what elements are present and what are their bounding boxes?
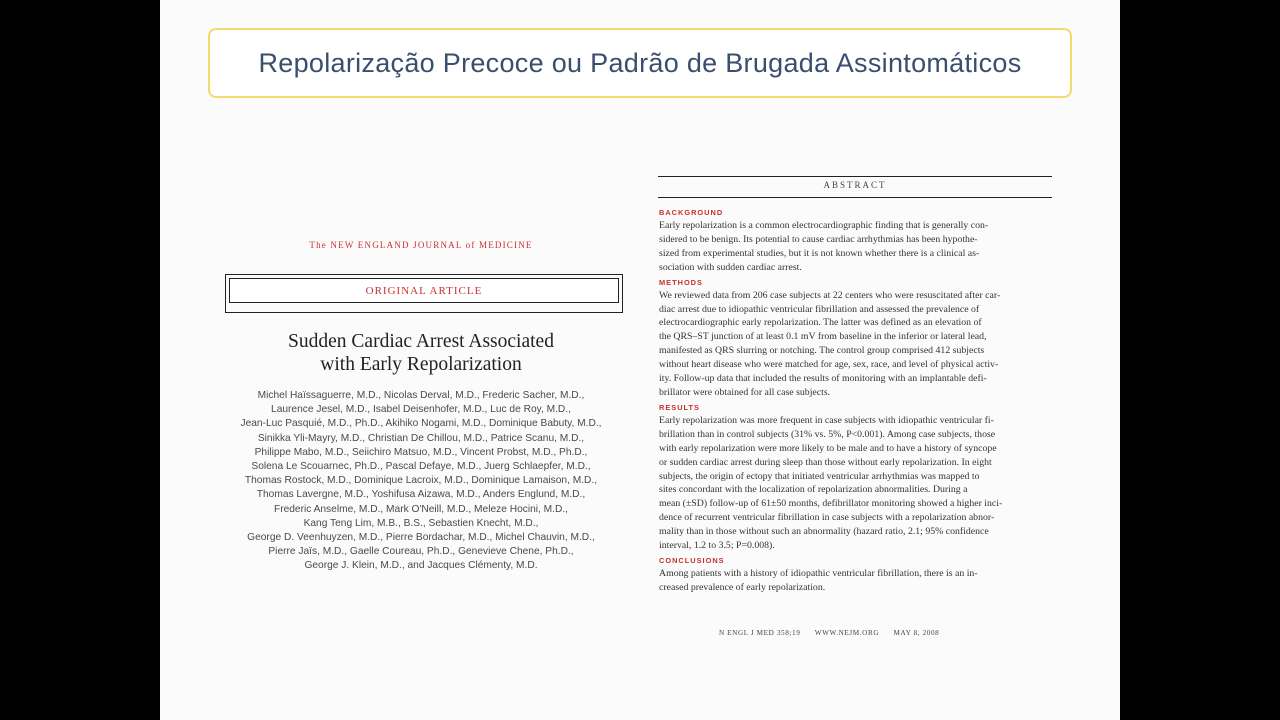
text-line: mality than in those without such an abnormality (hazard ratio, 2.1; 95% confidence	[659, 526, 989, 538]
author-line: Philippe Mabo, M.D., Seiichiro Matsuo, M.D., Vincent Probst, M.D., Ph.D.,	[254, 446, 588, 458]
author-line: Laurence Jesel, M.D., Isabel Deisenhofer, M.D., Luc de Roy, M.D.,	[271, 404, 571, 416]
abstract-top-rule	[658, 176, 1052, 177]
text-line: sites concordant with the localization of repolarization abnormalities. During a	[659, 484, 968, 496]
text-line: creased prevalence of early repolarization.	[659, 581, 826, 593]
section-background-text	[659, 219, 1052, 275]
author-line: Sinikka Yli-Mayry, M.D., Christian De Chillou, M.D., Patrice Scanu, M.D.,	[257, 432, 585, 444]
author-line: Michel Haïssaguerre, M.D., Nicolas Derval, M.D., Frederic Sacher, M.D.,	[257, 390, 585, 401]
author-list	[220, 389, 622, 574]
text-line: or sudden cardiac arrest during sleep than those without early repolarization. In eight	[659, 456, 992, 468]
text-line: Early repolarization was more frequent in case subjects with idiopathic ventricular fi-	[659, 414, 994, 426]
author-line: Frederic Anselme, M.D., Mark O'Neill, M.D., Meleze Hocini, M.D.,	[273, 503, 569, 515]
text-line: sidered to be benign. Its potential to cause cardiac arrhythmias has been hypothe-	[659, 233, 978, 245]
slide	[160, 0, 1120, 720]
text-line: dence of recurrent ventricular fibrillation in case subjects with a repolarization abnor-	[659, 512, 995, 524]
text-line: interval, 1.2 to 3.5; P=0.008).	[659, 540, 775, 552]
article-title	[226, 330, 616, 376]
article-type-box	[225, 274, 623, 313]
abstract-heading-rule	[658, 197, 1052, 198]
author-line: Kang Teng Lim, M.B., B.S., Sebastien Knecht, M.D.,	[303, 517, 539, 529]
abstract-body	[659, 207, 1052, 597]
text-line: subjects, the origin of ectopy that initiated ventricular arrhythmias was mapped to	[659, 470, 980, 482]
footer-citation: N ENGL J MED 358;19	[719, 629, 801, 637]
author-line: Pierre Jaïs, M.D., Gaelle Coureau, Ph.D., Genevieve Chene, Ph.D.,	[268, 546, 574, 558]
text-line: Early repolarization is a common electrocardiographic finding that is generally con-	[659, 220, 989, 231]
footer-date: MAY 8, 2008	[893, 629, 940, 637]
article-type: ORIGINAL ARTICLE	[229, 278, 619, 303]
section-results-text	[659, 414, 1052, 553]
author-line: Thomas Rostock, M.D., Dominique Lacroix, M.D., Dominique Lamaison, M.D.,	[244, 475, 598, 487]
text-line: We reviewed data from 206 case subjects at 22 centers who were resuscitated after car-	[659, 289, 1001, 301]
author-line: George J. Klein, M.D., and Jacques Clémenty, M.D.	[304, 560, 538, 572]
abstract-heading: ABSTRACT	[823, 180, 887, 190]
text-line: sized from experimental studies, but it is not known whether there is a clinical as-	[659, 247, 980, 259]
text-line: brillation than in control subjects (31% vs. 5%, P<0.001). Among case subjects, those	[659, 428, 996, 440]
text-line: ity. Follow-up data that included the results of monitoring with an implantable defi-	[659, 373, 987, 385]
author-line: George D. Veenhuyzen, M.D., Pierre Bordachar, M.D., Michel Chauvin, M.D.,	[247, 532, 595, 544]
text-line: manifested as QRS slurring or notching. The control group comprised 412 subjects	[659, 345, 985, 357]
footer-website: WWW.NEJM.ORG	[814, 629, 880, 637]
text-line: electrocardiographic early repolarization. The latter was defined as an elevation of	[659, 317, 982, 329]
text-line: sociation with sudden cardiac arrest.	[659, 261, 802, 273]
article-title-line: Sudden Cardiac Arrest Associated	[288, 331, 554, 352]
page-footer	[659, 629, 1112, 637]
author-line: Thomas Lavergne, M.D., Yoshifusa Aizawa, M.D., Anders Englund, M.D.,	[256, 489, 586, 501]
text-line: with early repolarization were more likely to be male and to have a history of syncope	[659, 442, 997, 454]
text-line: mean (±SD) follow-up of 61±50 months, defibrillator monitoring showed a higher inci-	[659, 498, 1003, 510]
article-title-line: with Early Repolarization	[320, 354, 522, 375]
text-line: brillator were obtained for all case subjects.	[659, 386, 831, 398]
author-line: Solena Le Scouarnec, Ph.D., Pascal Defaye, M.D., Juerg Schlaepfer, M.D.,	[251, 461, 591, 473]
text-line: the QRS–ST junction of at least 0.1 mV from baseline in the inferior or lateral lead,	[659, 331, 987, 343]
section-conclusions-text	[659, 567, 1052, 595]
slide-title: Repolarização Precoce ou Padrão de Brugada Assintomáticos	[258, 47, 1022, 78]
section-label-conclusions: CONCLUSIONS	[659, 555, 725, 565]
section-label-results: RESULTS	[659, 402, 700, 412]
text-line: without heart disease who were matched for age, sex, race, and level of physical activ-	[659, 359, 999, 371]
journal-name: The NEW ENGLAND JOURNAL of MEDICINE	[309, 240, 533, 250]
text-line: diac arrest due to idiopathic ventricular fibrillation and assessed the prevalence of	[659, 303, 980, 315]
section-methods-text	[659, 289, 1052, 400]
slide-title-box	[208, 28, 1072, 98]
section-label-background: BACKGROUND	[659, 208, 724, 217]
text-line: Among patients with a history of idiopathic ventricular fibrillation, there is an in-	[659, 567, 978, 579]
section-label-methods: METHODS	[659, 277, 703, 287]
author-line: Jean-Luc Pasquié, M.D., Ph.D., Akihiko Nogami, M.D., Dominique Babuty, M.D.,	[240, 418, 602, 430]
